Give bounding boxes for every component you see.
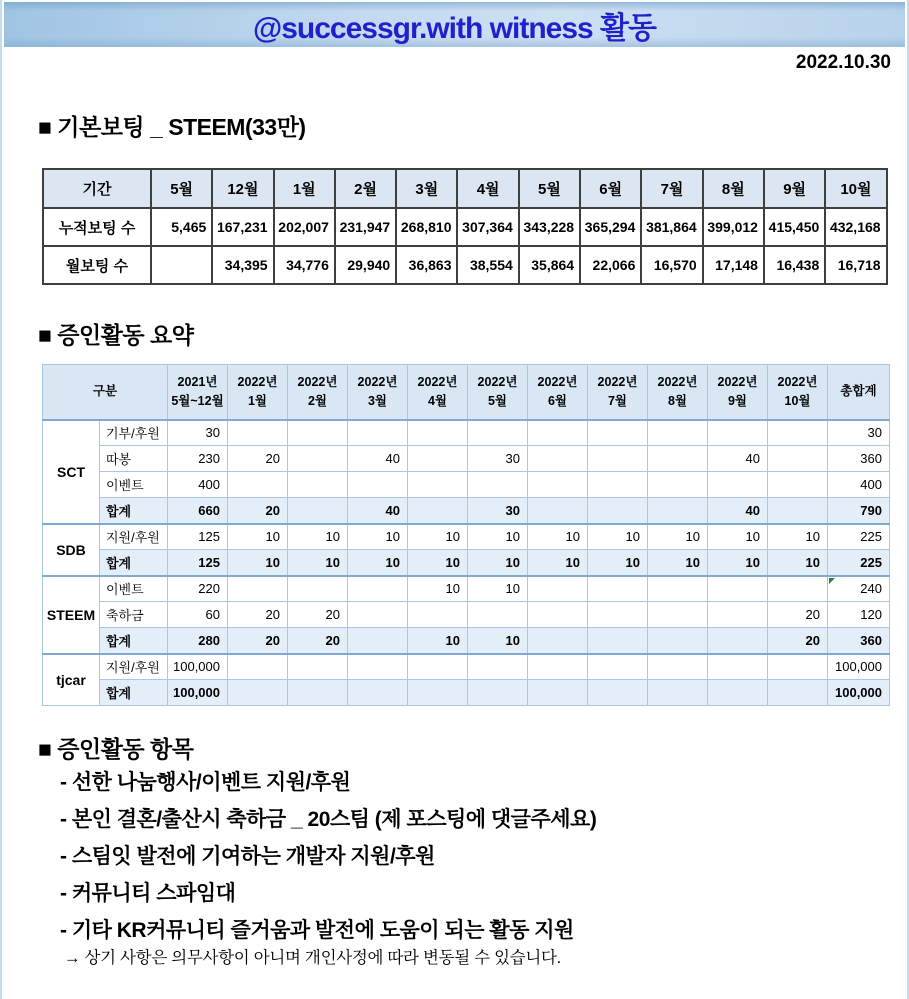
t2-cell: 400 <box>168 472 228 498</box>
t2-cell: 40 <box>708 498 768 524</box>
t2-cell <box>768 472 828 498</box>
t2-group-SCT: SCT <box>43 420 100 524</box>
t2-cell: 10 <box>288 550 348 576</box>
t2-cell <box>408 602 468 628</box>
t2-cell <box>408 654 468 680</box>
t2-cell: 100,000 <box>828 680 890 706</box>
t2-cell: 10 <box>228 550 288 576</box>
t2-cell: 10 <box>468 524 528 550</box>
t2-cell <box>228 654 288 680</box>
t2-cell <box>708 602 768 628</box>
t2-month-header <box>168 365 228 420</box>
activity-item: - 선한 나눔행사/이벤트 지원/후원 <box>60 771 351 794</box>
t1-row <box>43 208 887 246</box>
t2-cell <box>468 602 528 628</box>
t2-row-label: 합계 <box>100 680 168 706</box>
t2-cell: 100,000 <box>828 654 890 680</box>
t1-cell: 415,450 <box>764 208 825 246</box>
t1-header-cell: 3월 <box>396 169 457 208</box>
t1-cell <box>151 246 212 284</box>
t2-cell: 20 <box>768 602 828 628</box>
activity-item-list <box>60 766 887 951</box>
t1-header-cell: 12월 <box>212 169 273 208</box>
t2-cell: 10 <box>468 628 528 654</box>
t2-month-header-month: 3월 <box>367 393 388 408</box>
t2-month-header-month: 5월 <box>487 393 508 408</box>
t1-row <box>43 246 887 284</box>
t2-cell <box>708 680 768 706</box>
witness-summary-table <box>42 364 890 706</box>
witness-summary-header-row <box>43 365 890 420</box>
t2-cell: 10 <box>468 550 528 576</box>
t2-cell <box>468 420 528 446</box>
t2-cell: 10 <box>468 576 528 602</box>
t2-month-header <box>648 365 708 420</box>
t2-cell: 120 <box>828 602 890 628</box>
t2-month-header <box>468 365 528 420</box>
t1-cell: 17,148 <box>703 246 764 284</box>
activity-item: - 기타 KR커뮤니티 즐거움과 발전에 도움이 되는 활동 지원 <box>60 919 574 942</box>
t1-header-cell: 10월 <box>825 169 886 208</box>
t2-cell <box>288 680 348 706</box>
t1-cell: 36,863 <box>396 246 457 284</box>
t1-cell: 343,228 <box>519 208 580 246</box>
t2-cell <box>348 602 408 628</box>
t2-cell: 10 <box>588 550 648 576</box>
t2-cell: 30 <box>828 420 890 446</box>
t2-cell <box>648 654 708 680</box>
t2-cell: 10 <box>408 550 468 576</box>
t1-cell: 29,940 <box>335 246 396 284</box>
t2-cell <box>348 420 408 446</box>
t1-cell: 307,364 <box>457 208 518 246</box>
t1-header-cell: 2월 <box>335 169 396 208</box>
t1-cell: 22,066 <box>580 246 641 284</box>
page-title: @successgr.with witness 활동 <box>252 11 657 45</box>
t2-row <box>43 550 890 576</box>
t2-cell <box>468 472 528 498</box>
t2-row-label: 이벤트 <box>100 472 168 498</box>
t2-month-header-year: 2022년 <box>357 375 398 389</box>
t2-row-label: 합계 <box>100 550 168 576</box>
t1-header-cell: 4월 <box>457 169 518 208</box>
t2-cell <box>348 680 408 706</box>
t2-month-header-month: 5월~12월 <box>171 393 224 408</box>
t1-cell: 432,168 <box>825 208 886 246</box>
t2-cell <box>708 420 768 446</box>
t2-month-header-year: 2022년 <box>657 375 698 389</box>
t2-cell: 100,000 <box>168 654 228 680</box>
t2-cell: 10 <box>768 524 828 550</box>
t2-month-header-month: 6월 <box>547 393 568 408</box>
t1-cell: 381,864 <box>641 208 702 246</box>
t2-row-label: 기부/후원 <box>100 420 168 446</box>
t2-cell <box>228 680 288 706</box>
t1-header-cell: 5월 <box>519 169 580 208</box>
t2-cell <box>288 654 348 680</box>
t2-cell: 220 <box>168 576 228 602</box>
t1-cell: 268,810 <box>396 208 457 246</box>
t2-row <box>43 498 890 524</box>
t2-cell: 240 <box>828 576 890 602</box>
t2-row <box>43 472 890 498</box>
t2-cell <box>348 628 408 654</box>
t2-cell <box>768 446 828 472</box>
t2-cell <box>228 472 288 498</box>
t2-cell: 10 <box>408 524 468 550</box>
t2-month-header-year: 2022년 <box>537 375 578 389</box>
t2-cell <box>348 654 408 680</box>
t2-cell: 20 <box>228 498 288 524</box>
t2-cell: 10 <box>648 550 708 576</box>
t2-row <box>43 576 890 602</box>
t2-cell <box>468 680 528 706</box>
t2-cell: 10 <box>288 524 348 550</box>
basic-voting-table <box>42 168 888 285</box>
t2-cell: 10 <box>708 550 768 576</box>
t2-cell: 230 <box>168 446 228 472</box>
activity-item: - 스팀잇 발전에 기여하는 개발자 지원/후원 <box>60 845 435 868</box>
t2-group-STEEM: STEEM <box>43 576 100 654</box>
t2-cell: 30 <box>168 420 228 446</box>
t1-row-label: 누적보팅 수 <box>43 208 151 246</box>
t2-month-header-month: 8월 <box>667 393 688 408</box>
t2-cell <box>588 472 648 498</box>
t2-cell <box>528 472 588 498</box>
t2-cell <box>648 680 708 706</box>
t2-month-header-month: 2월 <box>307 393 328 408</box>
t2-month-header <box>768 365 828 420</box>
t1-header-cell: 기간 <box>43 169 151 208</box>
t2-cell: 10 <box>408 628 468 654</box>
t1-cell: 16,570 <box>641 246 702 284</box>
t2-cell: 790 <box>828 498 890 524</box>
t2-cell <box>408 446 468 472</box>
t2-row <box>43 446 890 472</box>
t2-month-header-month: 9월 <box>727 393 748 408</box>
t2-cell: 10 <box>348 524 408 550</box>
t2-cell <box>708 628 768 654</box>
t2-row-label: 지원/후원 <box>100 524 168 550</box>
title-banner <box>4 2 905 47</box>
t2-month-header <box>288 365 348 420</box>
t2-cell <box>648 602 708 628</box>
t2-cell <box>468 654 528 680</box>
t2-cell: 360 <box>828 628 890 654</box>
t2-row-label: 이벤트 <box>100 576 168 602</box>
disclaimer-note: → 상기 사항은 의무사항이 아니며 개인사정에 따라 변동될 수 있습니다. <box>64 949 561 967</box>
t1-cell: 16,718 <box>825 246 886 284</box>
t2-cell <box>528 654 588 680</box>
t2-cell: 20 <box>288 602 348 628</box>
t2-month-header-year: 2022년 <box>717 375 758 389</box>
t2-cell: 20 <box>228 602 288 628</box>
t2-month-header-month: 4월 <box>427 393 448 408</box>
t2-cell: 40 <box>348 446 408 472</box>
t2-cell: 10 <box>768 550 828 576</box>
t2-month-header-year: 2022년 <box>297 375 338 389</box>
t2-cell: 10 <box>348 550 408 576</box>
activity-item: - 커뮤니티 스파임대 <box>60 882 236 905</box>
t2-month-header <box>408 365 468 420</box>
section-title-activity-items: ■ 증인활동 항목 <box>38 736 194 762</box>
t2-cell <box>288 420 348 446</box>
t2-cell: 225 <box>828 550 890 576</box>
t2-cell: 280 <box>168 628 228 654</box>
t2-group-tjcar: tjcar <box>43 654 100 706</box>
t2-cell <box>588 420 648 446</box>
t2-cell <box>408 680 468 706</box>
t2-cell <box>288 498 348 524</box>
t2-month-header-year: 2022년 <box>477 375 518 389</box>
t2-cell <box>288 446 348 472</box>
t2-cell <box>768 498 828 524</box>
t2-row-label: 따봉 <box>100 446 168 472</box>
t1-cell: 399,012 <box>703 208 764 246</box>
t2-row <box>43 420 890 446</box>
t2-row <box>43 524 890 550</box>
t2-cell <box>648 628 708 654</box>
t2-cell <box>588 498 648 524</box>
t1-header-cell: 8월 <box>703 169 764 208</box>
t2-row-label: 합계 <box>100 498 168 524</box>
t2-cell: 40 <box>348 498 408 524</box>
t2-cell: 10 <box>528 524 588 550</box>
t2-cell: 400 <box>828 472 890 498</box>
t2-cell: 10 <box>588 524 648 550</box>
t2-cell: 100,000 <box>168 680 228 706</box>
t1-row-label: 월보팅 수 <box>43 246 151 284</box>
t2-cell <box>768 576 828 602</box>
t2-month-header-year: 2022년 <box>777 375 818 389</box>
t1-cell: 35,864 <box>519 246 580 284</box>
section-title-basic-voting: ■ 기본보팅 _ STEEM(33만) <box>38 114 306 140</box>
t2-cell <box>648 472 708 498</box>
t2-month-header <box>228 365 288 420</box>
t2-cell: 20 <box>228 628 288 654</box>
t2-month-header-year: 2022년 <box>417 375 458 389</box>
t2-row-label: 축하금 <box>100 602 168 628</box>
t2-cell <box>768 680 828 706</box>
t1-cell: 365,294 <box>580 208 641 246</box>
t2-cell: 10 <box>228 524 288 550</box>
t2-cell: 30 <box>468 498 528 524</box>
t2-cell: 10 <box>528 550 588 576</box>
t2-cell <box>288 576 348 602</box>
t2-cell <box>528 680 588 706</box>
t2-cell <box>588 576 648 602</box>
t2-cell <box>528 628 588 654</box>
t1-cell: 34,395 <box>212 246 273 284</box>
t2-cell: 20 <box>288 628 348 654</box>
t2-month-header-month: 1월 <box>247 393 268 408</box>
basic-voting-header-row <box>43 169 887 208</box>
t1-header-cell: 5월 <box>151 169 212 208</box>
t2-row <box>43 654 890 680</box>
t2-cell <box>528 576 588 602</box>
t2-cell: 20 <box>768 628 828 654</box>
t2-cell <box>648 420 708 446</box>
t2-month-header-year: 2022년 <box>597 375 638 389</box>
t2-cell <box>288 472 348 498</box>
t2-month-header-year: 2021년 <box>177 375 218 389</box>
t2-cell: 225 <box>828 524 890 550</box>
t1-cell: 167,231 <box>212 208 273 246</box>
t2-cell <box>588 446 648 472</box>
t2-cell: 30 <box>468 446 528 472</box>
t1-cell: 202,007 <box>274 208 335 246</box>
t1-cell: 38,554 <box>457 246 518 284</box>
t2-cell <box>528 498 588 524</box>
t2-cell: 10 <box>648 524 708 550</box>
t2-cell <box>588 602 648 628</box>
t2-cell: 20 <box>228 446 288 472</box>
activity-item: - 본인 결혼/출산시 축하금 _ 20스팀 (제 포스팅에 댓글주세요) <box>60 808 597 831</box>
t2-cell: 40 <box>708 446 768 472</box>
t2-row <box>43 628 890 654</box>
t2-cell <box>708 576 768 602</box>
t2-month-header-year: 2022년 <box>237 375 278 389</box>
t2-cell: 10 <box>708 524 768 550</box>
t2-cell: 10 <box>408 576 468 602</box>
t2-cell <box>768 654 828 680</box>
t2-cell <box>528 420 588 446</box>
t2-cell <box>708 472 768 498</box>
t2-row-label: 지원/후원 <box>100 654 168 680</box>
t1-header-cell: 6월 <box>580 169 641 208</box>
t2-cell <box>348 576 408 602</box>
t2-cell: 125 <box>168 550 228 576</box>
report-date: 2022.10.30 <box>795 52 891 73</box>
t2-cell <box>588 628 648 654</box>
t1-header-cell: 9월 <box>764 169 825 208</box>
t2-cell: 125 <box>168 524 228 550</box>
t2-month-header <box>348 365 408 420</box>
t2-cell <box>528 446 588 472</box>
t2-cell <box>648 446 708 472</box>
t1-cell: 16,438 <box>764 246 825 284</box>
t1-header-cell: 7월 <box>641 169 702 208</box>
t2-cell <box>648 498 708 524</box>
t2-month-header-month: 7월 <box>607 393 628 408</box>
t2-row <box>43 680 890 706</box>
t2-row-label: 합계 <box>100 628 168 654</box>
t1-cell: 231,947 <box>335 208 396 246</box>
t2-cell: 60 <box>168 602 228 628</box>
t2-group-SDB: SDB <box>43 524 100 576</box>
t2-cell <box>408 472 468 498</box>
t2-cell <box>408 498 468 524</box>
t1-cell: 34,776 <box>274 246 335 284</box>
section-title-summary: ■ 증인활동 요약 <box>38 322 194 348</box>
t2-cell <box>228 420 288 446</box>
t1-cell: 5,465 <box>151 208 212 246</box>
t2-month-header <box>708 365 768 420</box>
t2-cell <box>588 654 648 680</box>
t2-month-header-month: 10월 <box>784 393 811 408</box>
t2-row <box>43 602 890 628</box>
t2-cell: 360 <box>828 446 890 472</box>
t2-month-header <box>588 365 648 420</box>
t2-corner-header: 구분 <box>43 365 168 420</box>
t2-cell <box>588 680 648 706</box>
t2-cell <box>528 602 588 628</box>
t2-cell <box>708 654 768 680</box>
t2-total-header: 총합계 <box>828 365 890 420</box>
t2-month-header <box>528 365 588 420</box>
t2-cell <box>348 472 408 498</box>
t2-cell <box>768 420 828 446</box>
t2-cell <box>408 420 468 446</box>
t2-cell <box>648 576 708 602</box>
t1-header-cell: 1월 <box>274 169 335 208</box>
t2-cell: 660 <box>168 498 228 524</box>
t2-cell <box>228 576 288 602</box>
